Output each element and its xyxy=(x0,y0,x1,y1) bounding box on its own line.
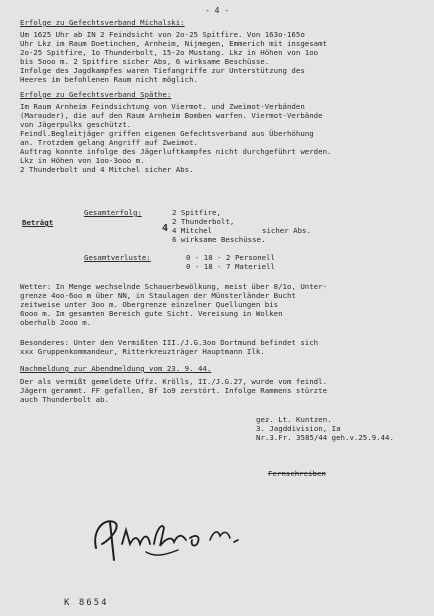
margin-mark: 4 xyxy=(162,223,169,234)
page-number: - 4 - xyxy=(204,6,230,15)
wetter-line: oberhalb 2ooo m. xyxy=(20,318,92,327)
text-line: Im Raum Arnheim Feindsichtung von Viermot. und Zweimot-Verbänden xyxy=(20,102,305,111)
sig-line: 3. Jagddivision, Ia xyxy=(256,424,341,433)
text-line: Um 1625 Uhr ab IN 2 Feindsicht von 2o-25 Spitfire. Von 163o-165o xyxy=(20,30,305,39)
nachmeldung-line: Jägern gerammt. FF gefallen, Bf 1o9 zerstört. Infolge Rammens stürzte xyxy=(20,386,328,395)
sig-line: gez. Lt. Kuntzen. xyxy=(256,415,332,424)
text-line: Heeres im befohlenen Raum nicht möglich. xyxy=(20,75,198,84)
text-line: Auftrag konnte infolge des Jägerluftkampfes nicht durchgeführt werden. xyxy=(20,147,332,156)
archive-number: K 8654 xyxy=(64,598,109,608)
struck-text: Fernschreiben xyxy=(268,469,326,478)
verlust-row: 0 - 18 - 7 Materiell xyxy=(186,262,275,271)
sig-line: Nr.3.Fr. 3585/44 geh.v.25.9.44. xyxy=(256,433,394,442)
text-line: an. Trotzdem gelang Angriff auf Zweimot. xyxy=(20,138,198,147)
erfolg-item: 4 Mitchel xyxy=(172,226,213,235)
erfolg-suffix: sicher Abs. xyxy=(262,226,311,235)
label-gesamtverluste: Gesamtverluste: xyxy=(84,253,151,262)
label-betraegt: Beträgt xyxy=(22,218,54,227)
text-line: 2o-25 Spitfire, 1o Thunderbolt, 15-2o Mustang. Lkz in Höhen von 1oo xyxy=(20,48,319,57)
text-line: Infolge des Jagdkampfes waren Tiefangriffe zur Unterstützung des xyxy=(20,66,305,75)
text-line: Lkz in Höhen von 1oo-3ooo m. xyxy=(20,156,145,165)
text-line: Feindl.Begleitjäger griffen eigenen Gefechtsverband aus Überhöhung xyxy=(20,129,314,138)
nachmeldung-heading: Nachmeldung zur Abendmeldung vom 23. 9. 44. xyxy=(20,364,212,373)
label-gesamterfolg: Gesamterfolg: xyxy=(84,208,142,217)
section-heading-michalski: Erfolge zu Gefechtsverband Michalski: xyxy=(20,18,185,27)
text-line: bis 5ooo m. 2 Spitfire sicher Abs, 6 wirksame Beschüsse. xyxy=(20,57,270,66)
wetter-line: zeitweise unter 3oo m. Obergrenze einzelner Quellungen bis xyxy=(20,300,279,309)
erfolg-item: 6 wirksame Beschüsse. xyxy=(172,235,266,244)
nachmeldung-line: Der als vermißt gemeldete Uffz. Krölls, II./J.G.27, wurde vom feindl. xyxy=(20,377,328,386)
besonderes-line: Besonderes: Unter den Vermißten III./J.G.3oo Dortmund befindet sich xyxy=(20,338,319,347)
section-heading-spaethe: Erfolge zu Gefechtsverband Späthe: xyxy=(20,90,172,99)
wetter-line: 6ooo m. Im gesamten Bereich gute Sicht. Vereisung in Wolken xyxy=(20,309,283,318)
text-line: Uhr Lkz im Raum Doetinchen, Arnheim, Nijmegen, Emmerich mit insgesamt xyxy=(20,39,328,48)
besonderes-line: xxx Gruppenkommandeur, Ritterkreuzträger Hauptmann Ilk. xyxy=(20,347,265,356)
wetter-line: grenze 4oo-6oo m über NN, in Staulagen der Münsterländer Bucht xyxy=(20,291,296,300)
handwritten-signature xyxy=(86,500,286,570)
erfolg-item: 2 Thunderbolt, xyxy=(172,217,235,226)
text-line: 2 Thunderbolt und 4 Mitchel sicher Abs. xyxy=(20,165,194,174)
nachmeldung-line: auch Thunderbolt ab. xyxy=(20,395,109,404)
erfolg-item: 2 Spitfire, xyxy=(172,208,221,217)
verlust-row: 0 - 18 - 2 Personell xyxy=(186,253,275,262)
wetter-line: Wetter: In Menge wechselnde Schauerbewölkung, meist über 8/1o, Unter- xyxy=(20,282,328,291)
text-line: von Jägerpulks geschützt. xyxy=(20,120,132,129)
text-line: (Marauder), die auf den Raum Arnheim Bomben warfen. Viermot-Verbände xyxy=(20,111,323,120)
